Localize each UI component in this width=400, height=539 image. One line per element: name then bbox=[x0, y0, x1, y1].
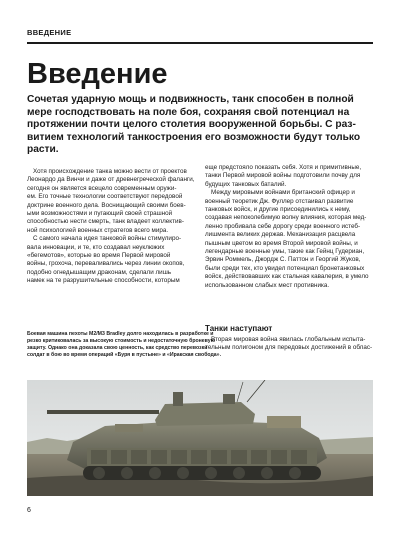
right-column-text-bottom bbox=[205, 336, 373, 353]
body-line: будущих танковых баталий. bbox=[205, 180, 287, 188]
body-line: Эрвин Роммель, Джордж С. Паттон и Георгий Жуков, bbox=[205, 256, 361, 264]
lead-line: мере господствовать на поле боя, сохраняя свой потенциал на bbox=[27, 106, 350, 118]
body-line: еще предстояло показать себя. Хотя и примитивные, bbox=[205, 164, 362, 171]
lead-line: витием технологий танкостроения его возможности будут только bbox=[27, 131, 361, 143]
body-line: были среди тех, кто увидел потенциал бронетанковых bbox=[205, 264, 365, 272]
body-line: ленно пробивала себе дорогу среди военного истеб- bbox=[205, 222, 361, 230]
body-line: войск, действовавших как стальная кавалерия, в умело bbox=[205, 273, 369, 281]
left-column-text bbox=[27, 168, 193, 286]
body-line: Между мировыми войнами британский офицер и bbox=[211, 189, 355, 197]
body-line: намек на те разрушительные способности, которым bbox=[27, 277, 180, 285]
page-number: 6 bbox=[27, 507, 31, 514]
body-line: пышным цветом во время Второй мировой войны, и bbox=[205, 239, 358, 247]
body-line: ной психологией военных стратегов всего мира. bbox=[27, 226, 169, 234]
body-line: военный теоретик Дж. Фуллер отстаивал развитие bbox=[205, 197, 354, 205]
body-line: С самого начала идея танковой войны стимулиро- bbox=[33, 235, 182, 243]
caption-line: Боевая машина пехоты M2/M3 Bradley долго находилась в разработке и bbox=[27, 331, 214, 337]
body-line: легендарные военные умы, такие как Гейнц Гудериан, bbox=[205, 248, 365, 256]
body-line: Леонардо да Винчи и даже от древнегреческой фаланги, bbox=[27, 176, 195, 184]
caption-line: защиту. Однако она доказала свою ценность, как средство перевозки bbox=[27, 344, 208, 351]
photo-caption bbox=[27, 331, 222, 359]
body-line: ыми возможностями и пугающий своей страшной bbox=[27, 210, 173, 218]
body-line: создавая непоколебимую волну влияния, которая мед- bbox=[205, 214, 367, 222]
caption-line: солдат в бою во время операций «Буря в пустыне» и «Иракская свобода». bbox=[27, 351, 222, 358]
section-subheading: Танки наступают bbox=[205, 324, 273, 333]
page-title: Введение bbox=[27, 58, 168, 90]
lead-line: протяжении почти целого столетия вооруженной борьбы. С раз- bbox=[27, 119, 356, 131]
lead-line: Сочетая ударную мощь и подвижность, танк способен в полной bbox=[27, 94, 354, 105]
body-line: ем. Его точные технологии соответствуют передовой bbox=[27, 193, 183, 201]
caption-line: резко критиковалась за высокую стоимость и недостаточную броневую bbox=[27, 337, 216, 344]
body-line: «бегемотов», которые во время Первой мировой bbox=[27, 252, 171, 260]
bradley-vehicle-photo bbox=[27, 380, 373, 496]
lead-line: расти. bbox=[27, 144, 59, 156]
body-line: способностью нести смерть, танк владеет коллектив- bbox=[27, 218, 184, 226]
body-line: доктрине военного дела. Воснищающий своими боев- bbox=[27, 201, 186, 209]
body-line: лишмента великих держав. Механизация расцвела bbox=[205, 231, 356, 239]
body-line: Хотя происхождение танка можно вести от проектов bbox=[33, 168, 187, 175]
lead-paragraph bbox=[27, 94, 373, 157]
body-line: танковых войск, и другие присоединились к нему, bbox=[205, 206, 351, 214]
right-column-text bbox=[205, 164, 373, 290]
body-line: использованном слабых мест противника. bbox=[205, 281, 330, 289]
body-line: войны, грохоча, переваливались через линии окопов, bbox=[27, 260, 185, 268]
body-line: сегодня он является всецело современным оружи- bbox=[27, 184, 177, 192]
header-rule bbox=[27, 42, 373, 44]
body-line: танки Первой мировой войны подготовили почву для bbox=[205, 172, 361, 180]
body-line: подобно огнедышащим драконам, сделали лишь bbox=[27, 268, 172, 276]
body-line: Вторая мировая война явилась глобальным испыта- bbox=[211, 336, 366, 343]
section-header: ВВЕДЕНИЕ bbox=[27, 28, 72, 37]
body-line: вала инновации, и те, кто создавал неуклюжих bbox=[27, 243, 165, 251]
body-line: тельным полигоном для передовых достижений в облас- bbox=[205, 344, 373, 352]
